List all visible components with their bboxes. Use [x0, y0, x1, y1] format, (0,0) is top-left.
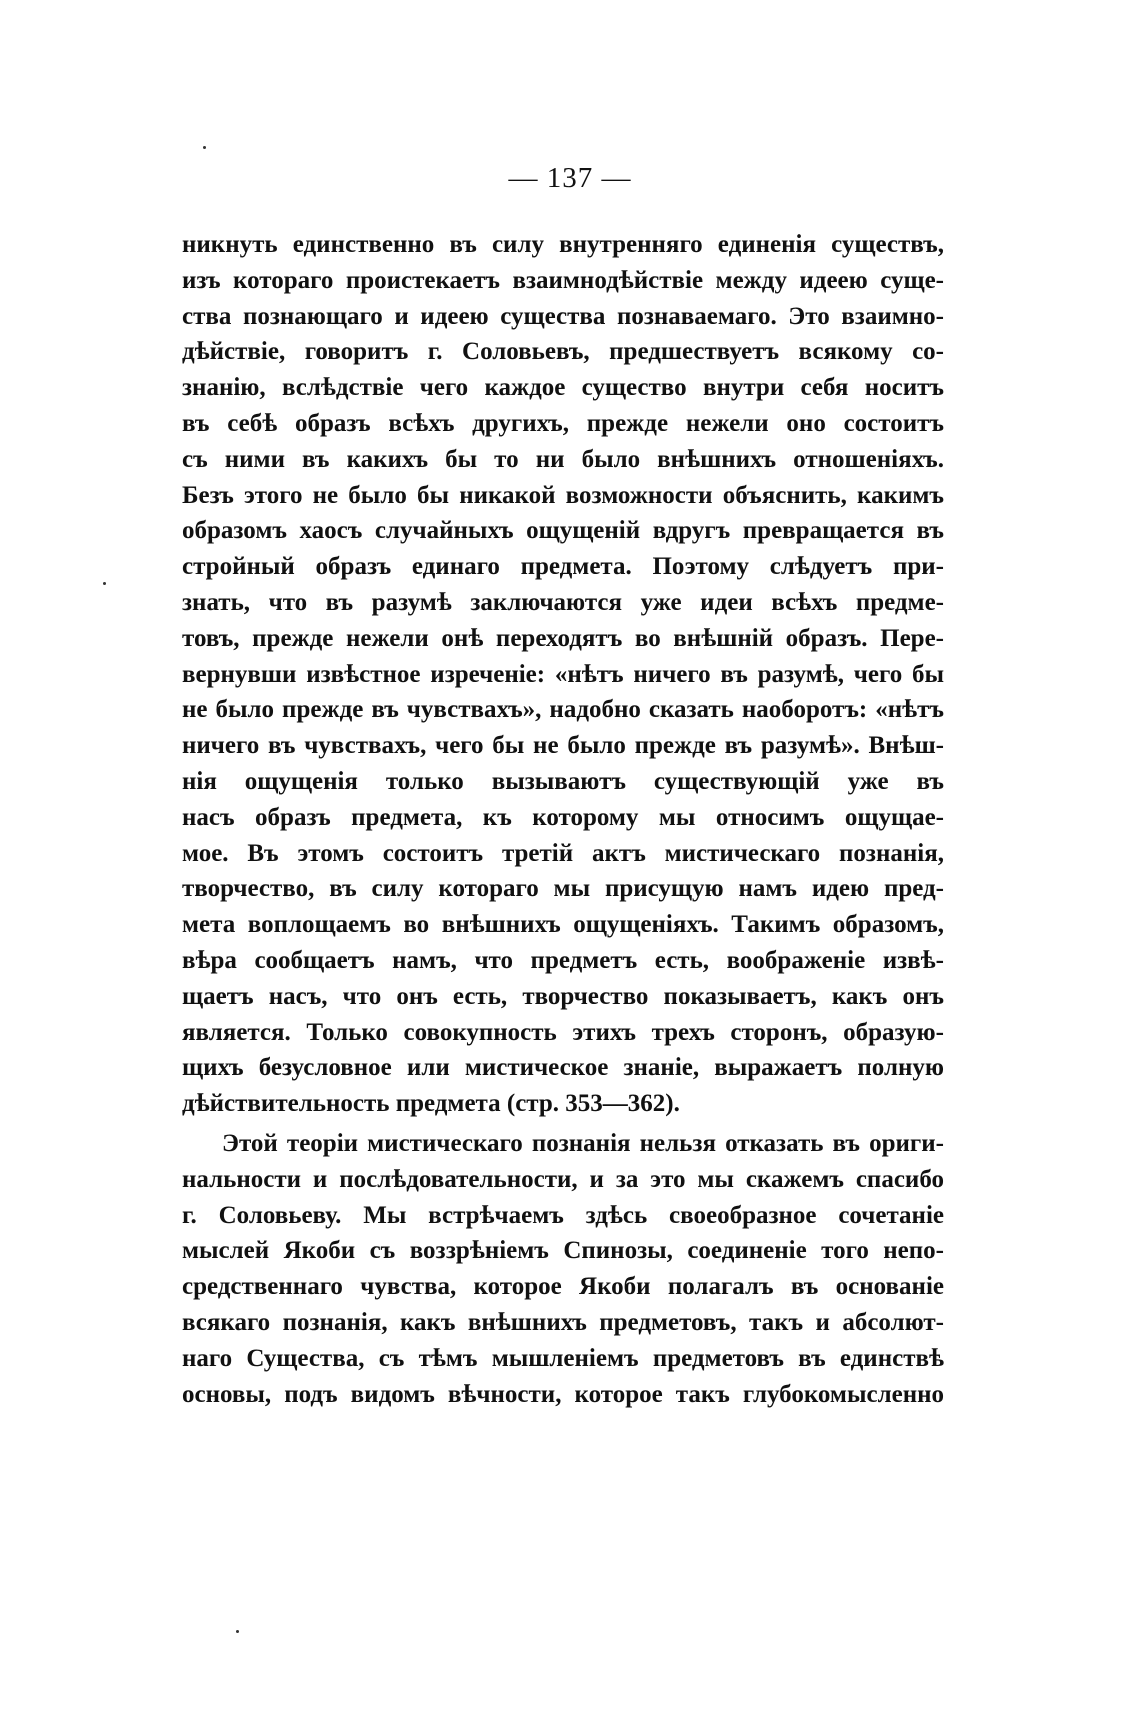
- text-line: дѣйствительность предмета (стр. 353—362).: [182, 1090, 680, 1118]
- text-line: нія ощущенія только вызываютъ существующій уже въ: [182, 767, 944, 795]
- text-line: ства познающаго и идеею существа познаваемаго. Это взаимно-: [182, 302, 944, 330]
- text-line: въ себѣ образъ всѣхъ другихъ, прежде нежели оно состоитъ: [182, 409, 944, 437]
- text-line: вернувши извѣстное изреченіе: «нѣтъ ничего въ разумѣ, чего бы: [182, 660, 944, 688]
- text-line: товъ, прежде нежели онѣ переходятъ во внѣшній образъ. Пере-: [182, 624, 944, 652]
- text-line: нальности и послѣдовательности, и за это мы скажемъ спасибо: [182, 1165, 944, 1193]
- text-line: Этой теоріи мистическаго познанія нельзя отказать въ ориги-: [222, 1129, 944, 1157]
- text-line: стройный образъ единаго предмета. Поэтому слѣдуетъ при-: [182, 553, 944, 581]
- text-line: мета воплощаемъ во внѣшнихъ ощущеніяхъ. Такимъ образомъ,: [182, 911, 944, 939]
- text-line: изъ котораго проистекаетъ взаимнодѣйствіе между идеею суще-: [182, 266, 944, 294]
- text-line: никнуть единственно въ силу внутренняго единенія существъ,: [182, 231, 944, 258]
- text-line: знанію, вслѣдствіе чего каждое существо внутри себя носитъ: [182, 374, 944, 402]
- text-line: насъ образъ предмета, къ которому мы относимъ ощущае-: [182, 803, 944, 831]
- text-line: не было прежде въ чувствахъ», надобно сказать наоборотъ: «нѣтъ: [182, 696, 944, 724]
- text-line: дѣйствіе, говоритъ г. Соловьевъ, предшествуетъ всякому со-: [182, 338, 944, 366]
- page-number: — 137 —: [508, 162, 632, 194]
- text-line: щихъ безусловное или мистическое знаніе, выражаетъ полную: [182, 1054, 944, 1082]
- text-line: г. Соловьеву. Мы встрѣчаемъ здѣсь своеобразное сочетаніе: [182, 1201, 944, 1229]
- text-line: творчество, въ силу котораго мы присущую намъ идею пред-: [182, 875, 944, 903]
- paragraph-1: [182, 227, 944, 1122]
- scan-speck: [103, 582, 106, 585]
- text-line: средственнаго чувства, которое Якоби полагалъ въ основаніе: [182, 1273, 944, 1301]
- text-line: знать, что въ разумѣ заключаются уже идеи всѣхъ предме-: [182, 588, 944, 616]
- text-line: вѣра сообщаетъ намъ, что предметъ есть, воображеніе извѣ-: [182, 946, 944, 974]
- text-line: Безъ этого не было бы никакой возможности объяснить, какимъ: [182, 481, 944, 509]
- text-line: съ ними въ какихъ бы то ни было внѣшнихъ отношеніяхъ.: [182, 445, 944, 473]
- text-line: наго Существа, съ тѣмъ мышленіемъ предметовъ въ единствѣ: [182, 1344, 944, 1372]
- scan-speck: [203, 146, 206, 149]
- body-text: [182, 227, 944, 1412]
- text-line: ничего въ чувствахъ, чего бы не было прежде въ разумѣ». Внѣш-: [182, 732, 944, 760]
- scan-speck: [236, 1630, 239, 1633]
- text-line: мыслей Якоби съ воззрѣніемъ Спинозы, соединеніе того непо-: [182, 1237, 944, 1265]
- text-line: образомъ хаосъ случайныхъ ощущеній вдругъ превращается въ: [182, 517, 944, 545]
- text-line: всякаго познанія, какъ внѣшнихъ предметовъ, такъ и абсолют-: [182, 1308, 944, 1336]
- text-line: щаетъ насъ, что онъ есть, творчество показываетъ, какъ онъ: [182, 982, 944, 1010]
- paragraph-2: [182, 1126, 944, 1412]
- text-line: основы, подъ видомъ вѣчности, которое такъ глубокомысленно: [182, 1380, 944, 1408]
- text-line: является. Только совокупность этихъ трехъ сторонъ, образую-: [182, 1018, 944, 1046]
- text-line: мое. Въ этомъ состоитъ третій актъ мистическаго познанія,: [182, 839, 944, 867]
